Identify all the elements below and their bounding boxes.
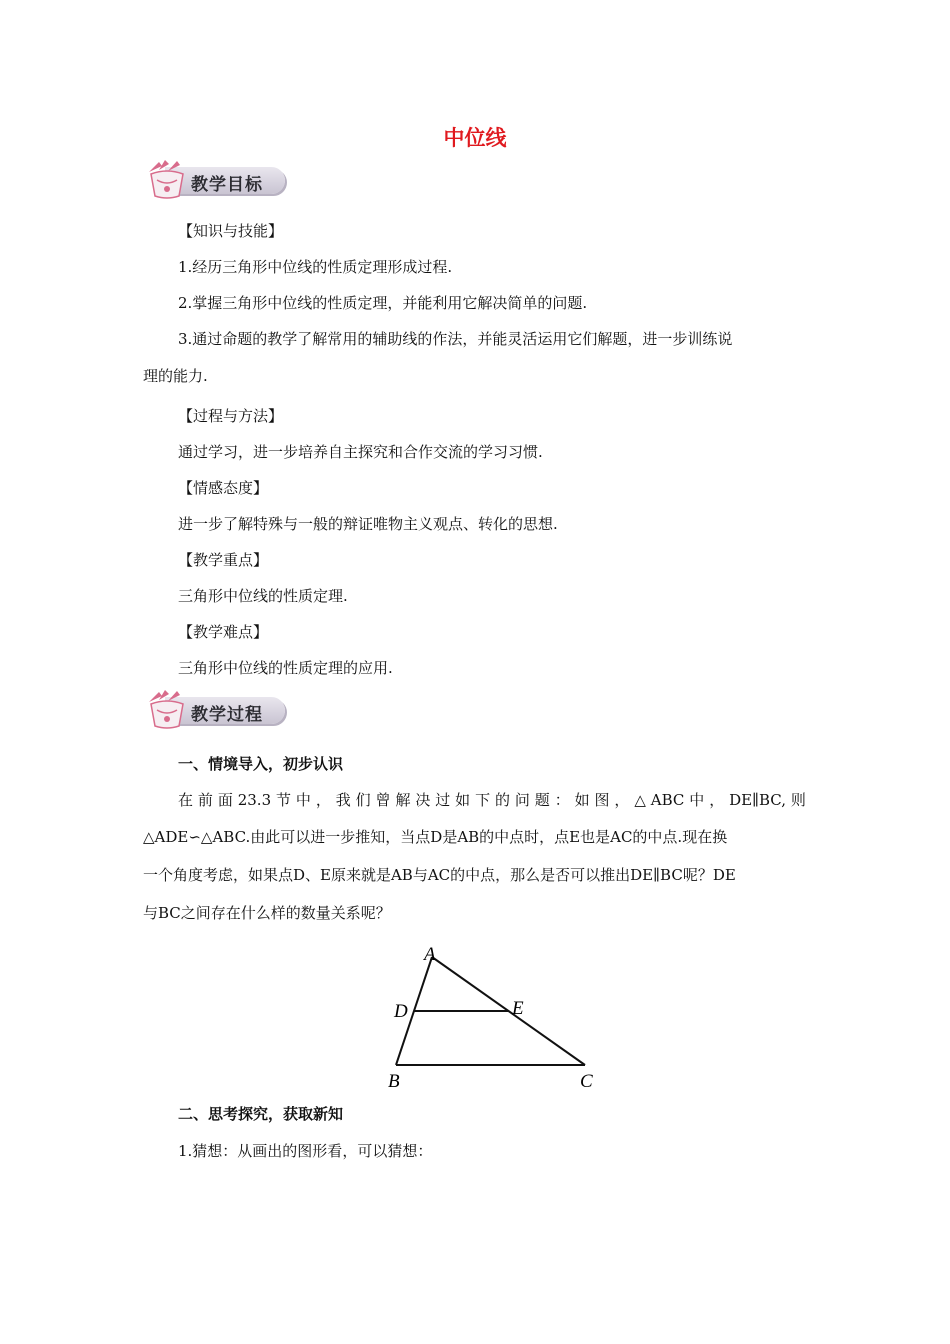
difficult-point-header: 【教学难点】 — [178, 623, 269, 641]
paragraph-2-line-1: 1.猜想：从画出的图形看，可以猜想： — [178, 1142, 433, 1160]
paragraph-1-line-2: △ADE∽△ABC.由此可以进一步推知，当点D是AB的中点时，点E也是AC的中点.现在换 — [143, 828, 728, 846]
process-banner — [143, 688, 293, 730]
knowledge-item-3-line1: 3.通过命题的教学了解常用的辅助线的作法，并能灵活运用它们解题，进一步训练说 — [178, 330, 733, 348]
paragraph-1-token: △ — [634, 791, 646, 809]
paragraph-1-token: ， — [614, 791, 630, 809]
paragraph-1-line-1 — [178, 790, 806, 810]
paragraph-1-token: 曾 — [375, 791, 391, 809]
section-2-title: 二、思考探究，获取新知 — [178, 1105, 344, 1123]
label-b: B — [388, 1071, 400, 1090]
paragraph-1-line-4: 与BC之间存在什么样的数量关系呢？ — [143, 904, 391, 922]
paragraph-1-line-3: 一个角度考虑，如果点D、E原来就是AB与AC的中点，那么是否可以推出DE∥BC呢？DE — [143, 866, 736, 884]
paragraph-1-token: 我 — [335, 791, 351, 809]
paragraph-1-token: 23.3 — [237, 791, 272, 809]
paragraph-1-token: 过 — [435, 791, 451, 809]
paragraph-1-token: 在 — [178, 791, 194, 809]
paragraph-1-token: 解 — [395, 791, 411, 809]
paragraph-1-token: ： — [554, 791, 570, 809]
paragraph-1-token: 节 — [276, 791, 292, 809]
knowledge-header: 【知识与技能】 — [178, 222, 284, 240]
label-d: D — [394, 1001, 408, 1022]
key-point-text: 三角形中位线的性质定理. — [178, 587, 348, 605]
goals-banner — [143, 158, 293, 200]
attitude-text: 进一步了解特殊与一般的辩证唯物主义观点、转化的思想. — [178, 515, 558, 533]
knowledge-item-1: 1.经历三角形中位线的性质定理形成过程. — [178, 258, 453, 276]
paragraph-1-token: 则 — [790, 791, 806, 809]
paragraph-1-token: 题 — [534, 791, 550, 809]
label-c: C — [580, 1071, 593, 1090]
knowledge-item-3-line2: 理的能力. — [143, 367, 208, 385]
paragraph-1-token: 决 — [415, 791, 431, 809]
label-a: A — [424, 944, 436, 965]
knowledge-item-2: 2.掌握三角形中位线的性质定理，并能利用它解决简单的问题. — [178, 294, 588, 312]
pen-holder-icon — [143, 688, 191, 730]
process-method-header: 【过程与方法】 — [178, 407, 284, 425]
process-method-text: 通过学习，进一步培养自主探究和合作交流的学习习惯. — [178, 443, 543, 461]
paragraph-1-token: 前 — [197, 791, 213, 809]
key-point-header: 【教学重点】 — [178, 551, 269, 569]
paragraph-1-token: 中 — [295, 791, 311, 809]
paragraph-1-token: 的 — [494, 791, 510, 809]
paragraph-1-token: 们 — [355, 791, 371, 809]
paragraph-1-token: 下 — [475, 791, 491, 809]
paragraph-1-token: DE∥BC, — [729, 791, 787, 809]
attitude-header: 【情感态度】 — [178, 479, 269, 497]
triangle-figure — [380, 940, 610, 1090]
paragraph-1-token: 图 — [594, 791, 610, 809]
pen-holder-icon — [143, 158, 191, 200]
label-e: E — [512, 998, 524, 1019]
section-1-title: 一、情境导入，初步认识 — [178, 755, 344, 773]
goals-banner-label: 教学目标 — [191, 175, 263, 195]
paragraph-1-token: ， — [709, 791, 725, 809]
paragraph-1-token: 如 — [455, 791, 471, 809]
paragraph-1-token: 问 — [514, 791, 530, 809]
paragraph-1-token: ABC — [650, 791, 685, 809]
paragraph-1-token: ， — [315, 791, 331, 809]
paragraph-1-token: 面 — [217, 791, 233, 809]
page-title: 中位线 — [443, 126, 507, 150]
difficult-point-text: 三角形中位线的性质定理的应用. — [178, 659, 393, 677]
paragraph-1-token: 如 — [574, 791, 590, 809]
paragraph-1-token: 中 — [689, 791, 705, 809]
process-banner-label: 教学过程 — [191, 705, 263, 725]
